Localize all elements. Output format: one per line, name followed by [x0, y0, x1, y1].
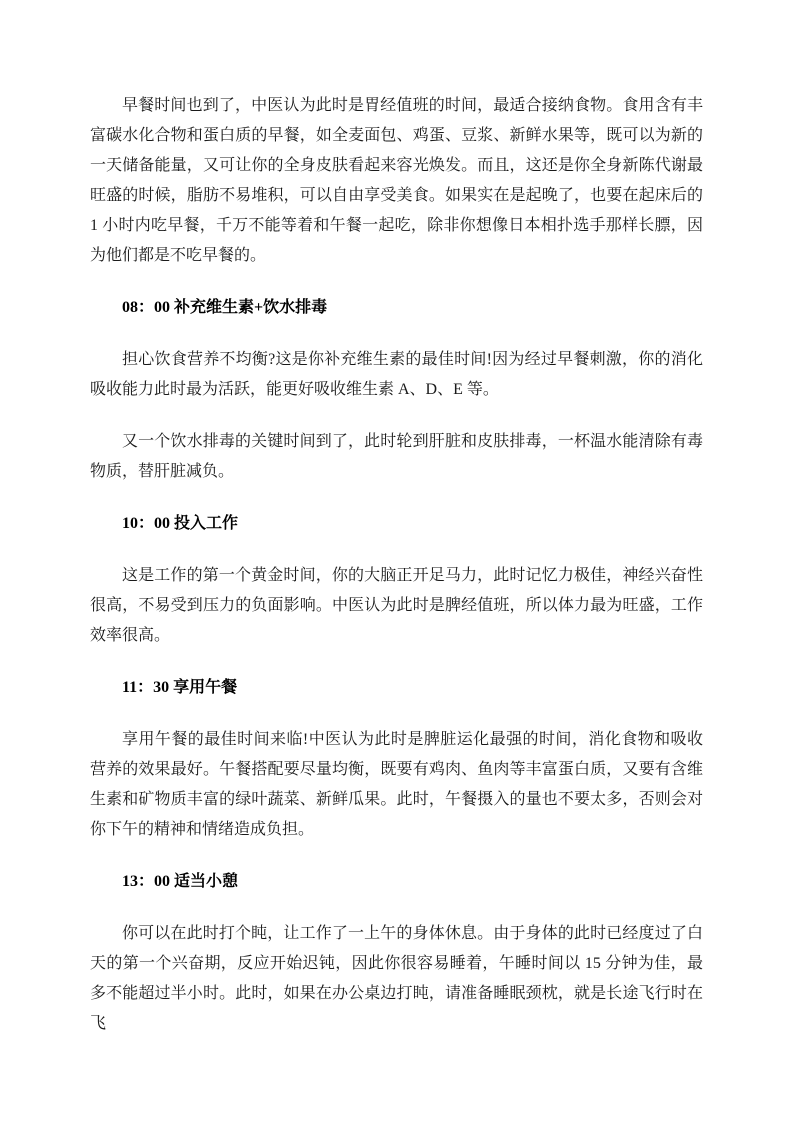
section-heading-1300: 13：00 适当小憩 — [122, 873, 239, 890]
paragraph-vitamins: 担心饮食营养不均衡?这是你补充维生素的最佳时间!因为经过早餐刺激，你的消化吸收能力此时最为活跃，能更好吸收维生素 A、D、E 等。 — [90, 351, 703, 398]
paragraph-nap: 你可以在此时打个盹，让工作了一上午的身体休息。由于身体的此时已经度过了白天的第一个兴奋期，反应开始迟钝，因此你很容易睡着，午睡时间以 15 分钟为佳，最多不能超过半小时。此时，如果在办公桌边打盹，请准备睡眠颈枕，就是长途飞行时在飞 — [90, 925, 703, 1032]
section-heading-0800: 08：00 补充维生素+饮水排毒 — [122, 299, 328, 316]
paragraph-work: 这是工作的第一个黄金时间，你的大脑正开足马力，此时记忆力极佳，神经兴奋性很高，不易受到压力的负面影响。中医认为此时是脾经值班，所以体力最为旺盛，工作效率很高。 — [90, 567, 703, 644]
paragraph-breakfast: 早餐时间也到了，中医认为此时是胃经值班的时间，最适合接纳食物。食用含有丰富碳水化合物和蛋白质的早餐，如全麦面包、鸡蛋、豆浆、新鲜水果等，既可以为新的一天储备能量，又可让你的全身皮肤看起来容光焕发。而且，这还是你全身新陈代谢最旺盛的时候，脂肪不易堆积，可以自由享受美食。如果实在是起晚了，也要在起床后的 1 小时内吃早餐，千万不能等着和午餐一起吃，除非你想像日本相扑选手那样长膘，因为他们都是不吃早餐的。 — [90, 97, 703, 264]
section-heading-1000: 10：00 投入工作 — [122, 515, 239, 532]
paragraph-lunch: 享用午餐的最佳时间来临!中医认为此时是脾脏运化最强的时间，消化食物和吸收营养的效果最好。午餐搭配要尽量均衡，既要有鸡肉、鱼肉等丰富蛋白质，又要有含维生素和矿物质丰富的绿叶蔬菜、新鲜瓜果。此时，午餐摄入的量也不要太多，否则会对你下午的精神和情绪造成负担。 — [90, 731, 703, 838]
section-heading-1130: 11：30 享用午餐 — [122, 679, 238, 696]
paragraph-water-detox: 又一个饮水排毒的关键时间到了，此时轮到肝脏和皮肤排毒，一杯温水能清除有毒物质，替肝脏减负。 — [90, 433, 703, 480]
